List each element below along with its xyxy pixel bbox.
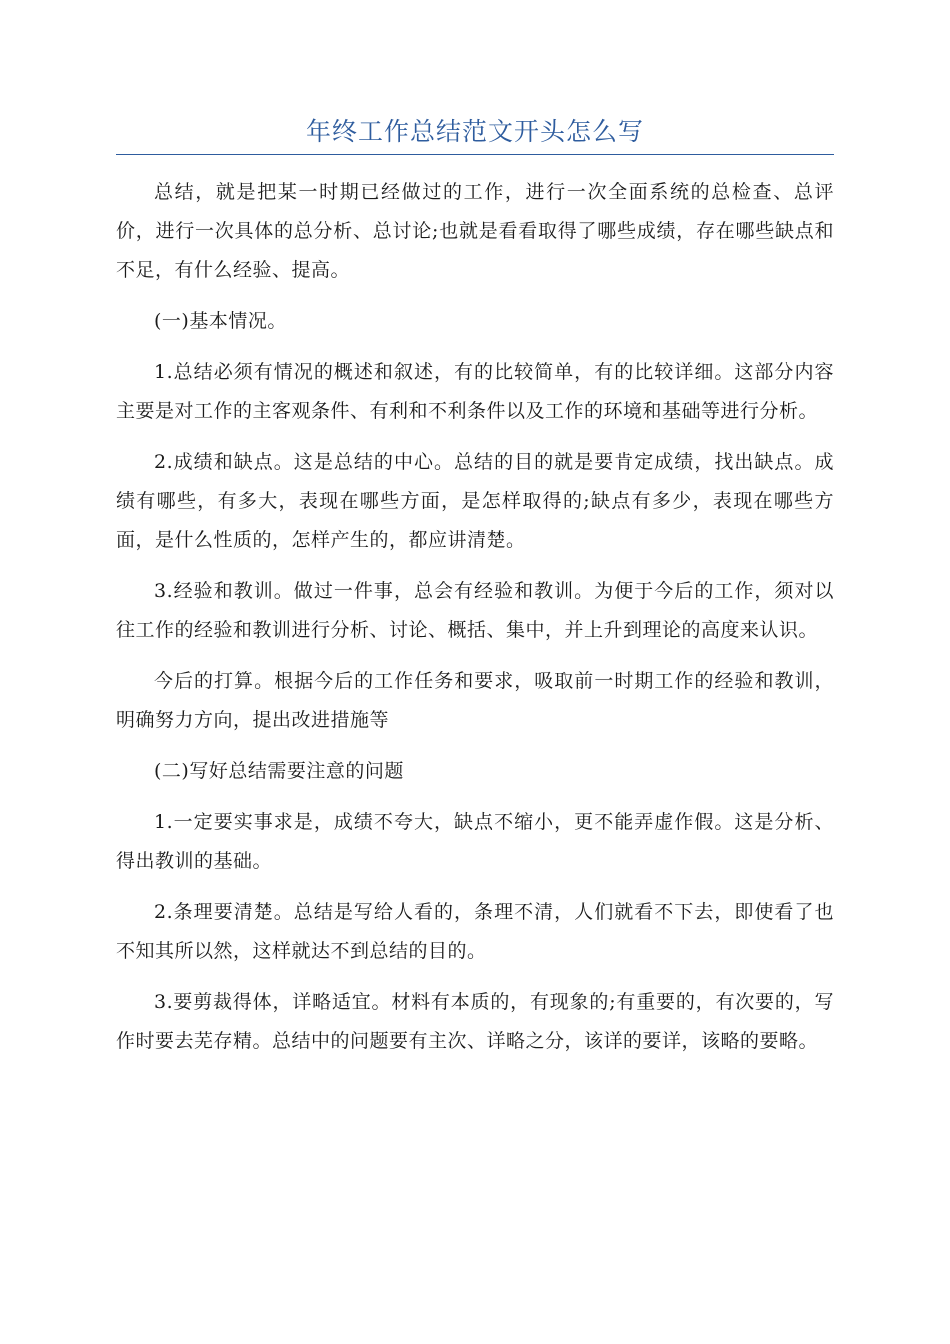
paragraph-item-2: 2.成绩和缺点。这是总结的中心。总结的目的就是要肯定成绩，找出缺点。成绩有哪些，有多大，表现在哪些方面，是怎样取得的;缺点有多少，表现在哪些方面，是什么性质的，怎样产生的，都应讲清楚。 [116, 451, 834, 551]
section-heading-basic-situation: (一)基本情况。 [154, 310, 287, 332]
document-body [116, 173, 834, 1073]
title-block [116, 112, 834, 155]
page-title: 年终工作总结范文开头怎么写 [305, 117, 644, 146]
paragraph-issue-3: 3.要剪裁得体，详略适宜。材料有本质的，有现象的;有重要的，有次要的，写作时要去芜存精。总结中的问题要有主次、详略之分，该详的要详，该略的要略。 [116, 991, 834, 1052]
title-underline [116, 154, 834, 155]
paragraph-intro: 总结，就是把某一时期已经做过的工作，进行一次全面系统的总检查、总评价，进行一次具体的总分析、总讨论;也就是看看取得了哪些成绩，存在哪些缺点和不足，有什么经验、提高。 [116, 181, 834, 281]
paragraph-issue-2: 2.条理要清楚。总结是写给人看的，条理不清，人们就看不下去，即使看了也不知其所以然，这样就达不到总结的目的。 [116, 901, 834, 962]
paragraph-item-3: 3.经验和教训。做过一件事，总会有经验和教训。为便于今后的工作，须对以往工作的经验和教训进行分析、讨论、概括、集中，并上升到理论的高度来认识。 [116, 580, 834, 641]
paragraph-item-1: 1.总结必须有情况的概述和叙述，有的比较简单，有的比较详细。这部分内容主要是对工作的主客观条件、有利和不利条件以及工作的环境和基础等进行分析。 [116, 361, 834, 422]
paragraph-future-plans: 今后的打算。根据今后的工作任务和要求，吸取前一时期工作的经验和教训，明确努力方向，提出改进措施等 [116, 670, 834, 731]
section-heading-issues: (二)写好总结需要注意的问题 [154, 760, 404, 782]
paragraph-issue-1: 1.一定要实事求是，成绩不夸大，缺点不缩小，更不能弄虚作假。这是分析、得出教训的基础。 [116, 811, 834, 872]
